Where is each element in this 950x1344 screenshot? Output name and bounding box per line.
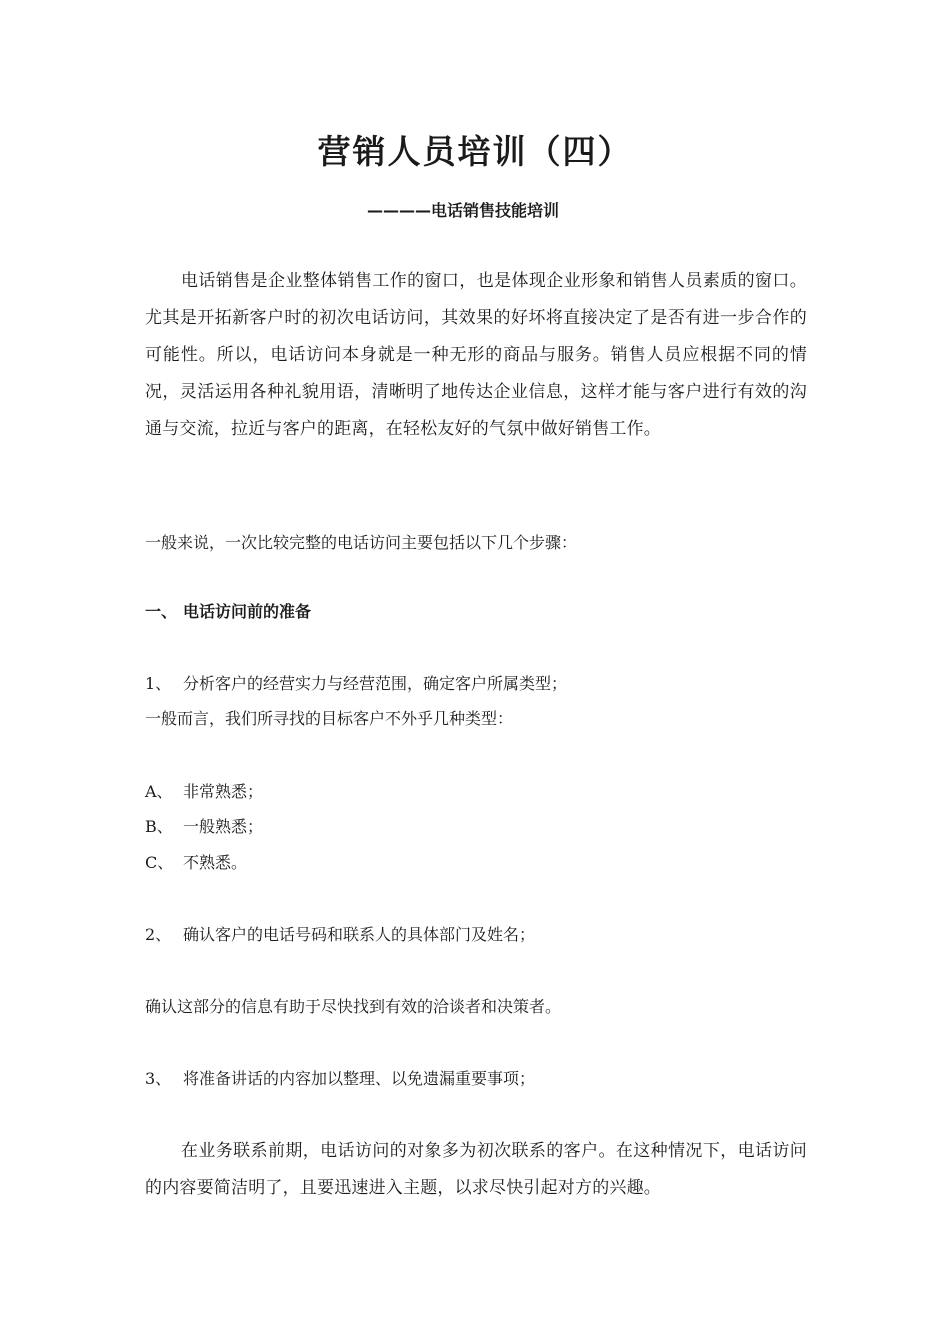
item-number: 1、	[145, 674, 172, 693]
item-1-note: 一般而言，我们所寻找的目标客户不外乎几种类型：	[145, 709, 514, 728]
item-text: 将准备讲话的内容加以整理、以免遗漏重要事项；	[183, 1069, 536, 1088]
type-item-c	[145, 850, 247, 876]
type-item-b	[145, 814, 263, 840]
page-title: 营销人员培训（四）	[317, 132, 633, 171]
type-text: 非常熟悉；	[183, 782, 264, 801]
list-item-3	[145, 1066, 535, 1092]
type-label: A、	[145, 782, 173, 801]
item-number: 2、	[145, 925, 172, 944]
list-item-1	[145, 671, 567, 697]
list-item-2	[145, 922, 535, 948]
section-heading-1	[145, 599, 311, 625]
type-item-a	[145, 779, 263, 805]
intro-paragraph: 电话销售是企业整体销售工作的窗口，也是体现企业形象和销售人员素质的窗口。尤其是开拓新客户时的初次电话访问，其效果的好坏将直接决定了是否有进一步合作的可能性。所以，电话访问本身就是一种无形的商品与服务。销售人员应根据不同的情况，灵活运用各种礼貌用语，清晰明了地传达企业信息，这样才能与客户进行有效的沟通与交流，拉近与客户的距离，在轻松友好的气氛中做好销售工作。	[145, 271, 807, 439]
item-text: 确认客户的电话号码和联系人的具体部门及姓名；	[183, 925, 536, 944]
closing-paragraph: 在业务联系前期，电话访问的对象多为初次联系的客户。在这种情况下，电话访问的内容要简洁明了，且要迅速进入主题，以求尽快引起对方的兴趣。	[145, 1141, 807, 1198]
type-label: B、	[145, 817, 173, 836]
type-text: 一般熟悉；	[183, 817, 264, 836]
steps-intro: 一般来说，一次比较完整的电话访问主要包括以下几个步骤：	[145, 533, 578, 552]
item-number: 3、	[145, 1069, 172, 1088]
type-label: C、	[145, 853, 174, 872]
item-2-note: 确认这部分的信息有助于尽快找到有效的洽谈者和决策者。	[145, 997, 562, 1016]
item-text: 分析客户的经营实力与经营范围，确定客户所属类型；	[183, 674, 568, 693]
section-heading-text: 电话访问前的准备	[183, 602, 312, 621]
page-subtitle: ————电话销售技能培训	[367, 201, 560, 220]
type-text: 不熟悉。	[183, 853, 248, 872]
section-number: 一、	[145, 602, 178, 621]
